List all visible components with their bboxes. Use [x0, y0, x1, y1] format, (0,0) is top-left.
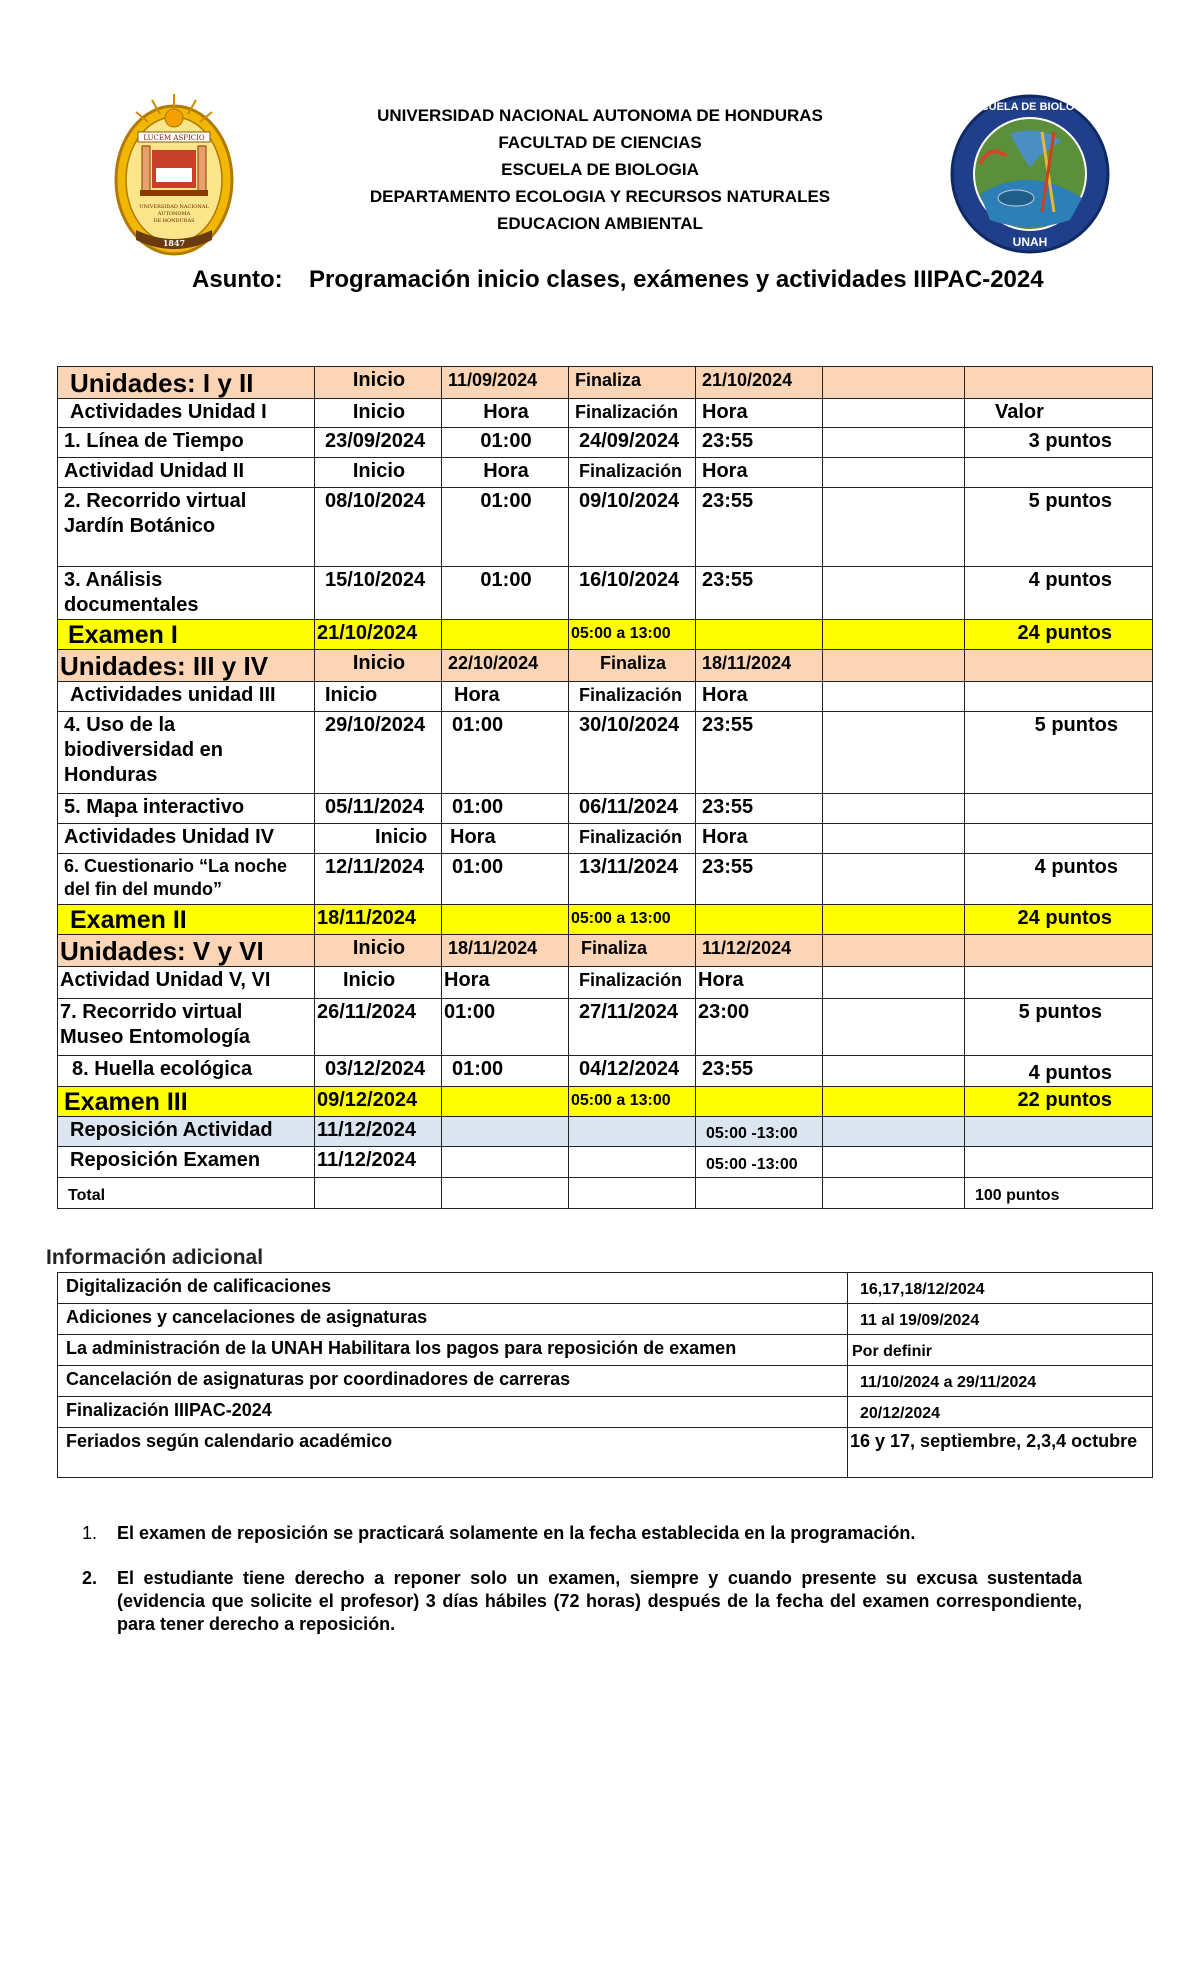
- cell: Finaliza: [569, 367, 696, 399]
- table-row: [58, 1147, 1153, 1178]
- cell: [965, 935, 1153, 967]
- cell: [823, 854, 965, 905]
- table-row: [58, 967, 1153, 999]
- cell: [442, 1147, 569, 1178]
- cell: 09/12/2024: [315, 1087, 442, 1117]
- cell: Inicio: [315, 935, 442, 967]
- svg-text:ESCUELA DE BIOLOGIA: ESCUELA DE BIOLOGIA: [966, 101, 1094, 113]
- exam-heading: Examen I: [58, 620, 315, 650]
- cell: [965, 682, 1153, 712]
- cell: 5. Mapa interactivo: [58, 794, 315, 824]
- cell: 24 puntos: [965, 620, 1153, 650]
- header-faculty: FACULTAD DE CIENCIAS: [498, 133, 702, 152]
- cell: 01:00: [442, 428, 569, 458]
- cell: 18/11/2024: [442, 935, 569, 967]
- unit-heading: Unidades: I y II: [58, 367, 315, 399]
- cell: Finalización: [569, 682, 696, 712]
- cell: 11/09/2024: [442, 367, 569, 399]
- table-row: [58, 1056, 1153, 1087]
- table-row: [58, 999, 1153, 1056]
- table-row: [58, 824, 1153, 854]
- asunto-text: Programación inicio clases, exámenes y actividades IIIPAC-2024: [309, 266, 1044, 293]
- cell: 06/11/2024: [569, 794, 696, 824]
- cell: [696, 620, 823, 650]
- cell: 29/10/2024: [315, 712, 442, 794]
- cell: 21/10/2024: [696, 367, 823, 399]
- cell: 01:00: [442, 999, 569, 1056]
- cell: 23:55: [696, 1056, 823, 1087]
- header-department: DEPARTAMENTO ECOLOGIA Y RECURSOS NATURALES: [369, 187, 831, 206]
- cell: [823, 458, 965, 488]
- cell: 04/12/2024: [569, 1056, 696, 1087]
- table-row: [58, 650, 1153, 682]
- cell: Hora: [442, 458, 569, 488]
- table-row: [58, 428, 1153, 458]
- cell: 27/11/2024: [569, 999, 696, 1056]
- cell: [823, 824, 965, 854]
- cell: [965, 824, 1153, 854]
- info-value: Por definir: [848, 1335, 1153, 1366]
- info-label: Digitalización de calificaciones: [58, 1273, 848, 1304]
- cell: [442, 1087, 569, 1117]
- cell: [823, 367, 965, 399]
- cell: 4 puntos: [965, 1056, 1153, 1087]
- cell: [823, 428, 965, 458]
- cell: 11/12/2024: [315, 1117, 442, 1147]
- cell: Inicio: [315, 650, 442, 682]
- cell: Finalización: [569, 967, 696, 999]
- table-row: [58, 567, 1153, 620]
- table-row: [58, 399, 1153, 428]
- cell: 23:55: [696, 854, 823, 905]
- cell: [442, 620, 569, 650]
- info-table: [57, 1272, 1153, 1478]
- cell: [823, 935, 965, 967]
- cell: 18/11/2024: [315, 905, 442, 935]
- cell: 09/10/2024: [569, 488, 696, 567]
- note-number: 2.: [82, 1568, 98, 1588]
- cell: [965, 967, 1153, 999]
- table-row: [58, 682, 1153, 712]
- note-text: El estudiante tiene derecho a reponer solo un examen, siempre y cuando presente su excusa sustentada (evidencia que solicite el profesor) 3 días hábiles (72 horas) después de la fecha del examen correspondiente, para tener derecho a reposición.: [117, 1568, 1082, 1634]
- cell: Hora: [442, 824, 569, 854]
- exam-heading: Examen II: [58, 905, 315, 935]
- cell: 22/10/2024: [442, 650, 569, 682]
- cell: Actividad Unidad V, VI: [58, 967, 315, 999]
- header-university: UNIVERSIDAD NACIONAL AUTONOMA DE HONDURAS: [377, 106, 823, 125]
- cell: Actividades unidad III: [58, 682, 315, 712]
- svg-text:LUCEM ASPICIO: LUCEM ASPICIO: [143, 134, 205, 142]
- cell: 3 puntos: [965, 428, 1153, 458]
- cell: 4. Uso de la biodiversidad en Honduras: [58, 712, 315, 794]
- cell: [696, 1087, 823, 1117]
- cell: 22 puntos: [965, 1087, 1153, 1117]
- cell: Inicio: [315, 399, 442, 428]
- cell: [965, 458, 1153, 488]
- cell: [965, 650, 1153, 682]
- cell: 23/09/2024: [315, 428, 442, 458]
- table-row: [58, 1117, 1153, 1147]
- cell: Hora: [696, 682, 823, 712]
- table-row: [58, 458, 1153, 488]
- info-label: Adiciones y cancelaciones de asignaturas: [58, 1304, 848, 1335]
- svg-text:UNIVERSIDAD NACIONAL: UNIVERSIDAD NACIONAL: [139, 204, 209, 210]
- table-row: [58, 1366, 1153, 1397]
- cell: Inicio: [315, 967, 442, 999]
- cell: 21/10/2024: [315, 620, 442, 650]
- table-row: [58, 794, 1153, 824]
- cell: 2. Recorrido virtual Jardín Botánico: [58, 488, 315, 567]
- svg-text:1847: 1847: [162, 238, 186, 248]
- note-text: El examen de reposición se practicará solamente en la fecha establecida en la programación.: [117, 1523, 916, 1543]
- cell: [823, 488, 965, 567]
- cell: [823, 967, 965, 999]
- cell: 23:00: [696, 999, 823, 1056]
- cell: 15/10/2024: [315, 567, 442, 620]
- cell: [823, 999, 965, 1056]
- cell: 23:55: [696, 428, 823, 458]
- svg-text:UNAH: UNAH: [1012, 235, 1048, 249]
- svg-text:DE HONDURAS: DE HONDURAS: [153, 218, 195, 224]
- table-row: [58, 488, 1153, 567]
- cell: [965, 1117, 1153, 1147]
- cell: [823, 794, 965, 824]
- asunto-label: Asunto:: [192, 266, 283, 293]
- info-value: 11/10/2024 a 29/11/2024: [848, 1366, 1153, 1397]
- cell: 6. Cuestionario “La noche del fin del mundo”: [58, 854, 315, 905]
- cell: 01:00: [442, 1056, 569, 1087]
- cell: 08/10/2024: [315, 488, 442, 567]
- cell: 01:00: [442, 794, 569, 824]
- info-value: 11 al 19/09/2024: [848, 1304, 1153, 1335]
- cell: Finaliza: [569, 935, 696, 967]
- table-row: [58, 1178, 1153, 1209]
- total-value: 100 puntos: [965, 1178, 1153, 1209]
- info-label: Finalización IIIPAC-2024: [58, 1397, 848, 1428]
- cell: 5 puntos: [965, 712, 1153, 794]
- table-row: [58, 367, 1153, 399]
- cell: 23:55: [696, 488, 823, 567]
- info-label: La administración de la UNAH Habilitara los pagos para reposición de examen: [58, 1335, 848, 1366]
- schedule-table: [57, 366, 1153, 1209]
- svg-text:AUTONOMA: AUTONOMA: [157, 211, 191, 217]
- cell: Actividad Unidad II: [58, 458, 315, 488]
- cell: [569, 1178, 696, 1209]
- info-label: Feriados según calendario académico: [58, 1428, 848, 1478]
- info-title: Información adicional: [46, 1246, 264, 1269]
- cell: 3. Análisis documentales: [58, 567, 315, 620]
- cell: [696, 1178, 823, 1209]
- cell: Finalización: [569, 824, 696, 854]
- cell: [823, 650, 965, 682]
- cell: 23:55: [696, 794, 823, 824]
- total-label: Total: [58, 1178, 315, 1209]
- cell: Hora: [696, 967, 823, 999]
- table-row: [58, 854, 1153, 905]
- cell: 23:55: [696, 712, 823, 794]
- cell: 13/11/2024: [569, 854, 696, 905]
- cell: Hora: [696, 458, 823, 488]
- cell: [569, 1117, 696, 1147]
- cell: 12/11/2024: [315, 854, 442, 905]
- cell: [823, 1056, 965, 1087]
- cell: Hora: [442, 399, 569, 428]
- cell: 5 puntos: [965, 999, 1153, 1056]
- cell: Actividades Unidad I: [58, 399, 315, 428]
- cell: Hora: [696, 824, 823, 854]
- cell: [823, 399, 965, 428]
- info-label: Cancelación de asignaturas por coordinadores de carreras: [58, 1366, 848, 1397]
- cell: [823, 567, 965, 620]
- cell: [823, 1178, 965, 1209]
- cell: 24/09/2024: [569, 428, 696, 458]
- cell: [965, 1147, 1153, 1178]
- cell: 23:55: [696, 567, 823, 620]
- cell: 05:00 -13:00: [696, 1147, 823, 1178]
- cell: Inicio: [315, 458, 442, 488]
- cell: [965, 367, 1153, 399]
- cell: [823, 905, 965, 935]
- cell: [823, 712, 965, 794]
- cell: Reposición Examen: [58, 1147, 315, 1178]
- cell: [442, 1117, 569, 1147]
- cell: [823, 682, 965, 712]
- cell: 18/11/2024: [696, 650, 823, 682]
- cell: [823, 1117, 965, 1147]
- cell: 24 puntos: [965, 905, 1153, 935]
- cell: 1. Línea de Tiempo: [58, 428, 315, 458]
- note-number: 1.: [82, 1523, 98, 1543]
- header-course: EDUCACION AMBIENTAL: [497, 214, 703, 233]
- cell: 05:00 -13:00: [696, 1117, 823, 1147]
- cell: 30/10/2024: [569, 712, 696, 794]
- cell: 16/10/2024: [569, 567, 696, 620]
- cell: Finaliza: [569, 650, 696, 682]
- cell: 01:00: [442, 712, 569, 794]
- cell: 7. Recorrido virtual Museo Entomología: [58, 999, 315, 1056]
- cell: 05:00 a 13:00: [569, 905, 696, 935]
- cell: Finalización: [569, 458, 696, 488]
- cell: Valor: [965, 399, 1153, 428]
- info-value: 16 y 17, septiembre, 2,3,4 octubre: [848, 1428, 1153, 1478]
- cell: [315, 1178, 442, 1209]
- cell: 5 puntos: [965, 488, 1153, 567]
- cell: 05:00 a 13:00: [569, 1087, 696, 1117]
- cell: Inicio: [315, 824, 442, 854]
- table-row: [58, 1428, 1153, 1478]
- cell: Inicio: [315, 367, 442, 399]
- table-row: [58, 1304, 1153, 1335]
- cell: [965, 794, 1153, 824]
- cell: [442, 905, 569, 935]
- cell: [823, 1147, 965, 1178]
- info-value: 20/12/2024: [848, 1397, 1153, 1428]
- cell: 01:00: [442, 854, 569, 905]
- cell: 8. Huella ecológica: [58, 1056, 315, 1087]
- table-row: [58, 1087, 1153, 1117]
- cell: Finalización: [569, 399, 696, 428]
- table-row: [58, 712, 1153, 794]
- table-row: [58, 1273, 1153, 1304]
- cell: [442, 1178, 569, 1209]
- cell: Actividades Unidad IV: [58, 824, 315, 854]
- table-row: [58, 620, 1153, 650]
- cell: Reposición Actividad: [58, 1117, 315, 1147]
- table-row: [58, 1335, 1153, 1366]
- cell: Inicio: [315, 682, 442, 712]
- exam-heading: Examen III: [58, 1087, 315, 1117]
- cell: [823, 620, 965, 650]
- header-school: ESCUELA DE BIOLOGIA: [501, 160, 699, 179]
- unit-heading: Unidades: III y IV: [58, 650, 315, 682]
- cell: 05/11/2024: [315, 794, 442, 824]
- cell: [696, 905, 823, 935]
- cell: Hora: [442, 682, 569, 712]
- info-value: 16,17,18/12/2024: [848, 1273, 1153, 1304]
- cell: 05:00 a 13:00: [569, 620, 696, 650]
- cell: 4 puntos: [965, 854, 1153, 905]
- cell: 11/12/2024: [696, 935, 823, 967]
- cell: 11/12/2024: [315, 1147, 442, 1178]
- table-row: [58, 905, 1153, 935]
- cell: Hora: [442, 967, 569, 999]
- cell: 01:00: [442, 488, 569, 567]
- cell: 4 puntos: [965, 567, 1153, 620]
- unit-heading: Unidades: V y VI: [58, 935, 315, 967]
- cell: 01:00: [442, 567, 569, 620]
- cell: 03/12/2024: [315, 1056, 442, 1087]
- table-row: [58, 935, 1153, 967]
- cell: Hora: [696, 399, 823, 428]
- table-row: [58, 1397, 1153, 1428]
- cell: 26/11/2024: [315, 999, 442, 1056]
- cell: [823, 1087, 965, 1117]
- cell: [569, 1147, 696, 1178]
